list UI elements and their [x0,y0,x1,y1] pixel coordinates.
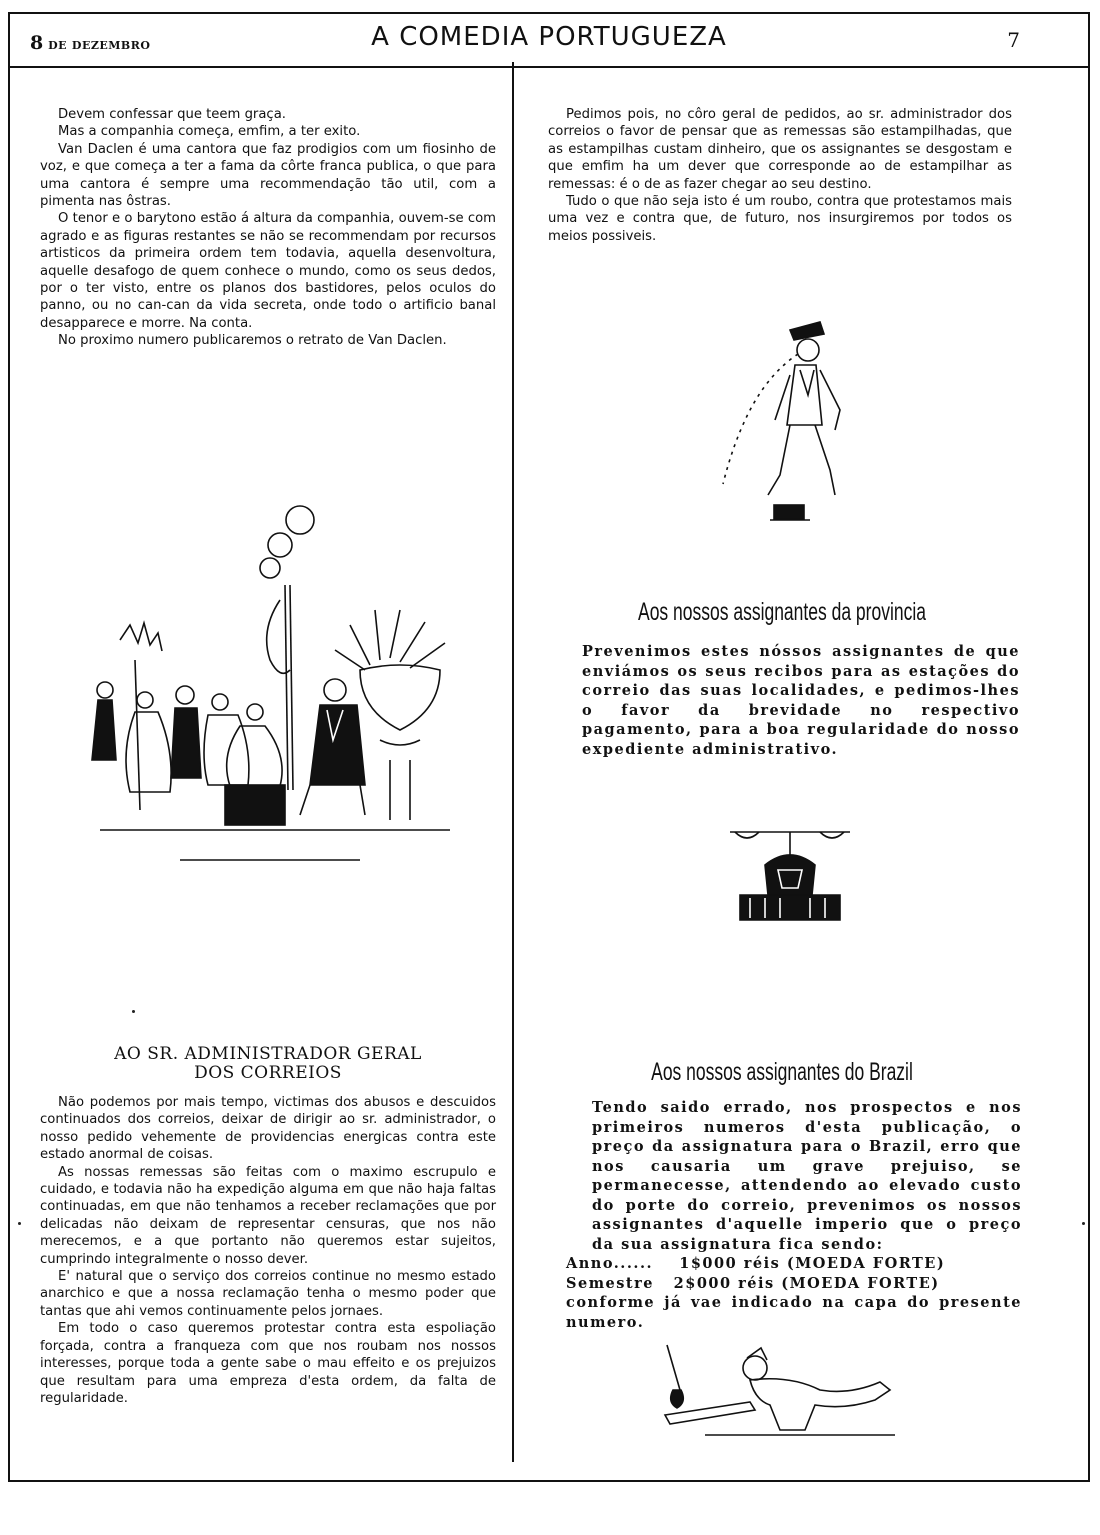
notice-text: Prevenimos estes nóssos assignantes de que enviámos os seus recibos para as estações do correio das suas localidades, e pedimos-lhes o favor da brevidade no respectivo pagamento, para a boa regularidade do nosso expediente administrativo. [582,643,1020,758]
paragraph: No proximo numero publicaremos o retrato de Van Daclen. [58,333,447,349]
admin-section-text [40,1094,496,1407]
admin-section-heading [40,1045,496,1083]
theatre-scene-illustration [80,490,460,870]
notice-closing: conforme já vae indicado na capa do presente numero. [566,1294,1022,1331]
price-row-anno [566,1254,1022,1274]
paragraph: O tenor e o barytono estão á altura da companhia, ouvem-se com agrado e as figuras restantes se não se recommendam por recursos artisticos da primeira ordem tem todavia, aquella desenvoltura, aquelle desafogo de quem conhece o mundo, como os seus dedos, por o ter visto, entre os planos dos bastidores, pelos oculos do panno, ou no can-can da vida secreta, onde todo o artificio banal desapparece e morre. Na conta. [40,211,496,331]
notice-text: Tendo saido errado, nos prospectos e nos primeiros numeros d'esta publicação, o preço da assignatura para o Brazil, erro que nos causaria um grave prejuiso, se permanecesse, attendendo ao elevado custo do porte do correio, prevenimos os nossos assignantes d'aquelle imperio que o preço da sua assignatura fica sendo: [592,1099,1022,1253]
right-page-number: 7 [1007,28,1020,52]
page-header [10,14,1088,68]
provincia-heading: Aos nossos assignantes da provincia [638,598,926,626]
left-page-number: 8 [30,32,44,54]
price-value: 2$000 réis (MOEDA FORTE) [673,1274,940,1292]
date-month: DEZEMBRO [71,39,151,52]
ink-speck [132,1010,135,1013]
paragraph: As nossas remessas são feitas com o maximo escrupulo e cuidado, e todavia não ha expedição alguma em que não haja faltas continuadas, em que não tenhamos a receber reclamações que por delicadas não deixam de representar censuras, que nos não merecemos, e a que portanto não queremos estar sujeitos, cumprindo integralmente o nosso dever. [40,1164,496,1267]
column-divider [512,62,514,1462]
ink-speck [1082,1222,1085,1225]
price-label: Semestre [566,1274,654,1292]
price-label: Anno...... [566,1255,654,1272]
balance-scale-illustration [720,820,860,930]
brazil-heading-wrap [532,1058,1032,1087]
brazil-heading: Aos nossos assignantes do Brazil [651,1058,913,1086]
paragraph: Pedimos pois, no côro geral de pedidos, ao sr. administrador dos correios o favor de pensar que as remessas são estampilhadas, que as estampilhas custam dinheiro, que os assignantes se desgostam e que emfim ha um dever que corresponde ao de estampilhar as remessas: é o de as fazer chegar ao seu destino. [548,107,1012,192]
price-row-semestre [566,1274,1022,1294]
ink-speck [18,1222,21,1225]
date-prefix: DE [48,39,68,52]
brazil-notice [566,1098,1022,1332]
paragraph: E' natural que o serviço dos correios continue no mesmo estado anarchico e que a nossa reclamação tenha o mesmo poder que tantas que ahi vemos continuamente pelos jornaes. [40,1269,496,1319]
paragraph: Van Daclen é uma cantora que faz prodigios com um fiosinho de voz, e que começa a ter a fama da côrte franca publica, o que para uma cantora é sempre uma recommendação tão util, com a pimenta nas ôstras. [40,141,496,210]
correios-continuation-text [548,106,1012,245]
provincia-heading-wrap [532,598,1032,627]
walking-man-illustration [690,310,870,540]
paragraph: Não podemos por mais tempo, victimas dos abusos e descuidos continuados dos correios, deixar de dirigir ao sr. administrador, o nosso pedido vehemente de providencias energicas contra este estado anormal de coisas. [40,1095,496,1163]
paragraph: Tudo o que não seja isto é um roubo, contra que protestamos mais uma vez e contra que, de futuro, nos insurgiremos por todos os meios possiveis. [548,194,1012,244]
price-value: 1$000 réis (MOEDA FORTE) [679,1255,946,1272]
masthead-title: A COMEDIA PORTUGUEZA [371,22,727,52]
paragraph: Em todo o caso queremos protestar contra esta espoliação forçada, contra a franqueza com que nos roubam nos nossos interesses, porque toda a gente sabe o mau effeito e os prejuizos que resultam para uma empreza d'esta ordem, da falta de regularidade. [40,1321,496,1406]
reclining-writer-illustration [655,1340,900,1450]
theatre-review-text [40,106,496,350]
heading-line: AO SR. ADMINISTRADOR GERAL [114,1044,422,1064]
paragraph: Devem confessar que teem graça. [58,107,286,122]
heading-line: DOS CORREIOS [194,1063,342,1083]
provincia-notice [556,642,1020,759]
paragraph: Mas a companhia começa, emfim, a ter exito. [58,124,361,140]
